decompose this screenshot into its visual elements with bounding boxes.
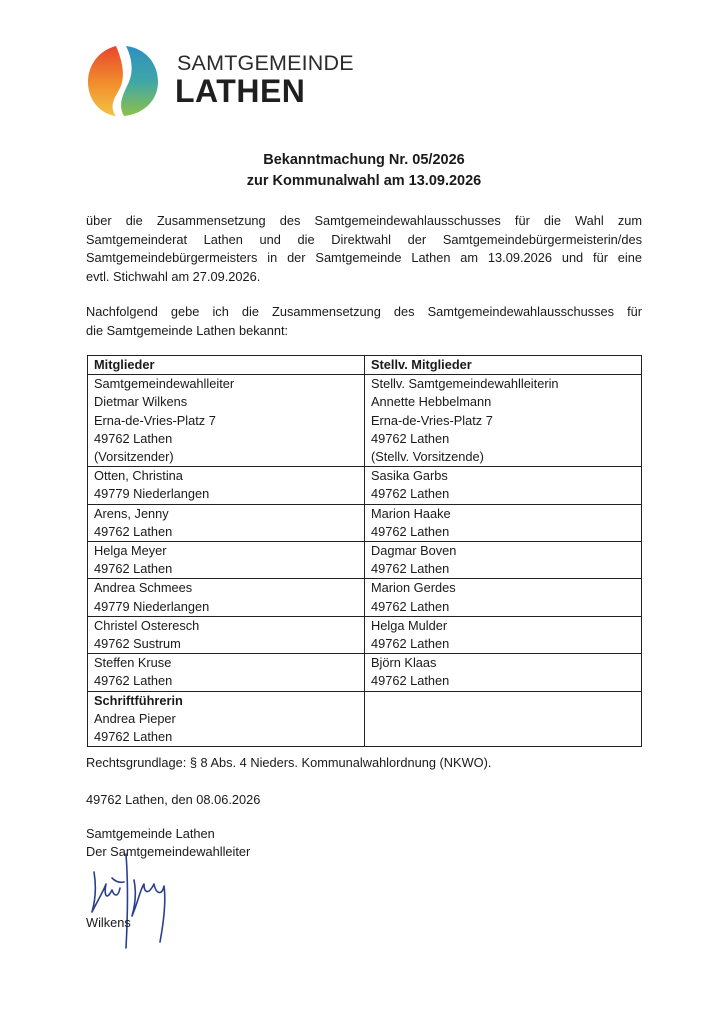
secretary-row: [88, 691, 642, 747]
member-line: Steffen Kruse: [94, 655, 172, 671]
deputy-line: Marion Gerdes: [371, 580, 456, 596]
deputy-line: Annette Hebbelmann: [371, 394, 492, 410]
deputy-line: Dagmar Boven: [371, 543, 457, 559]
secretary-name: Andrea Pieper: [94, 710, 176, 726]
member-line: 49762 Lathen: [94, 561, 173, 577]
table-row: [88, 579, 642, 616]
deputy-line: 49762 Lathen: [371, 486, 450, 502]
deputy-line: 49762 Lathen: [371, 523, 450, 539]
member-line: 49762 Lathen: [94, 523, 173, 539]
deputy-line: 49762 Lathen: [371, 561, 450, 577]
member-cell: [88, 504, 365, 541]
member-line: 49779 Niederlangen: [94, 598, 210, 614]
header-members: Mitglieder: [88, 356, 365, 375]
title-line-1: Bekanntmachung Nr. 05/2026: [263, 152, 465, 168]
deputy-line: 49762 Lathen: [371, 598, 450, 614]
member-line: 49762 Lathen: [94, 673, 173, 689]
announcement-line-1: Nachfolgend gebe ich die Zusammensetzung des Samtgemeindewahlausschusses für: [86, 304, 642, 319]
logo-text-samtgemeinde: SAMTGEMEINDE: [177, 51, 354, 75]
member-cell: [88, 467, 365, 504]
samtgemeinde-logo: [86, 44, 354, 118]
member-cell: [88, 542, 365, 579]
member-line: Dietmar Wilkens: [94, 394, 188, 410]
handwritten-signature: [82, 850, 182, 950]
intro-paragraph: [86, 212, 642, 286]
member-cell: [88, 616, 365, 653]
deputy-cell: [365, 467, 642, 504]
member-line: Arens, Jenny: [94, 505, 169, 521]
deputy-line: Stellv. Samtgemeindewahlleiterin: [371, 376, 559, 392]
intro-line-1: über die Zusammensetzung des Samtgemeindewahlausschusses für die Wahl zum: [86, 213, 642, 228]
deputy-line: Björn Klaas: [371, 655, 437, 671]
legal-basis: Rechtsgrundlage: § 8 Abs. 4 Nieders. Kommunalwahlordnung (NKWO).: [86, 755, 492, 770]
signatory-org: Samtgemeinde Lathen: [86, 826, 215, 841]
intro-line-4: evtl. Stichwahl am 27.09.2026.: [86, 268, 261, 284]
member-line: 49762 Lathen: [94, 430, 173, 446]
deputy-cell: [365, 504, 642, 541]
logo-mark-icon: [86, 44, 162, 118]
secretary-cell: [88, 691, 365, 747]
intro-line-2: Samtgemeinderat Lathen und die Direktwahl der Samtgemeindebürgermeisterin/des: [86, 231, 642, 247]
member-cell: [88, 375, 365, 467]
member-line: Otten, Christina: [94, 468, 183, 484]
announcement-line-2: die Samtgemeinde Lathen bekannt:: [86, 322, 289, 338]
deputy-cell: [365, 542, 642, 579]
deputy-line: (Stellv. Vorsitzende): [371, 449, 484, 465]
announcement-paragraph: [86, 303, 642, 340]
deputy-line: Marion Haake: [371, 505, 451, 521]
table-row: [88, 504, 642, 541]
member-line: Erna-de-Vries-Platz 7: [94, 412, 216, 428]
member-line: Samtgemeindewahlleiter: [94, 376, 235, 392]
header-deputies: Stellv. Mitglieder: [365, 356, 642, 375]
deputy-cell: [365, 375, 642, 467]
signatory-name: Wilkens: [86, 915, 131, 930]
member-line: (Vorsitzender): [94, 449, 174, 465]
secretary-city: 49762 Lathen: [94, 729, 173, 745]
deputy-line: Sasika Garbs: [371, 468, 448, 484]
committee-members-table: [87, 355, 642, 747]
place-date: 49762 Lathen, den 08.06.2026: [86, 792, 261, 807]
deputy-cell: [365, 654, 642, 691]
signatory-role: Der Samtgemeindewahlleiter: [86, 844, 251, 859]
table-row: [88, 654, 642, 691]
table-header-row: [88, 356, 642, 375]
deputy-line: 49762 Lathen: [371, 430, 450, 446]
member-cell: [88, 579, 365, 616]
title-line-2: zur Kommunalwahl am 13.09.2026: [246, 173, 482, 189]
deputy-line: Erna-de-Vries-Platz 7: [371, 412, 493, 428]
deputy-line: Helga Mulder: [371, 617, 448, 633]
member-line: 49779 Niederlangen: [94, 486, 210, 502]
document-title: [86, 150, 642, 192]
table-row: [88, 616, 642, 653]
deputy-line: 49762 Lathen: [371, 636, 450, 652]
member-line: Andrea Schmees: [94, 580, 193, 596]
member-cell: [88, 654, 365, 691]
deputy-cell: [365, 579, 642, 616]
logo-text-lathen: LATHEN: [175, 73, 306, 109]
table-row: [88, 467, 642, 504]
deputy-cell: [365, 616, 642, 653]
member-line: Helga Meyer: [94, 543, 167, 559]
table-row: [88, 375, 642, 467]
table-row: [88, 542, 642, 579]
intro-line-3: Samtgemeindebürgermeisters in der Samtgemeinde Lathen am 13.09.2026 und für eine: [86, 250, 642, 265]
deputy-line: 49762 Lathen: [371, 673, 450, 689]
empty-cell: [365, 691, 642, 747]
secretary-heading: Schriftführerin: [94, 692, 183, 708]
member-line: 49762 Sustrum: [94, 636, 181, 652]
member-line: Christel Osteresch: [94, 617, 200, 633]
